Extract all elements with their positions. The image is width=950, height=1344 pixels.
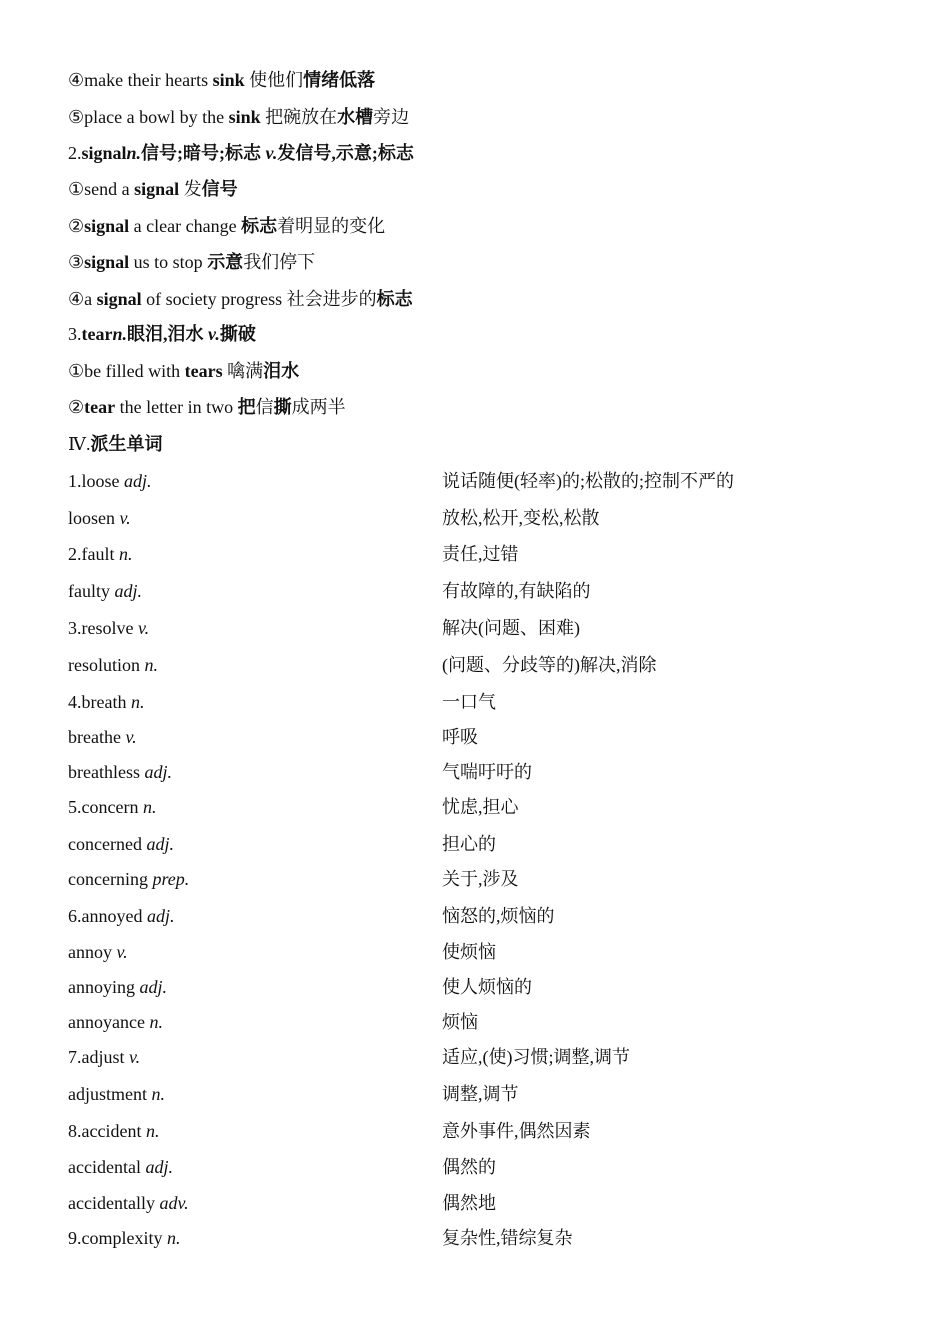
example-text: 发 xyxy=(179,179,202,199)
entry-definition: 信号;暗号;标志 xyxy=(141,143,266,163)
part-of-speech: adj. xyxy=(145,1157,173,1177)
word-text: 8.accident xyxy=(68,1121,146,1141)
part-of-speech: v. xyxy=(119,508,131,528)
example-text: 噙满 xyxy=(222,361,264,381)
part-of-speech: v. xyxy=(129,1047,141,1067)
derivative-meaning: 烦恼 xyxy=(442,1012,478,1032)
derivative-word xyxy=(68,941,128,963)
derivative-meaning: 呼吸 xyxy=(442,727,478,747)
part-of-speech: v. xyxy=(137,618,150,638)
example-signal-1 xyxy=(68,178,238,200)
part-of-speech: n. xyxy=(142,797,157,817)
part-of-speech: adv. xyxy=(159,1193,189,1213)
phrase-translation: 把碗放在 xyxy=(260,107,338,127)
part-of-speech: n. xyxy=(119,544,133,564)
word-text: 5.concern xyxy=(68,797,143,817)
example-text: us to stop xyxy=(129,252,208,272)
derivative-meaning: (问题、分歧等的)解决,消除 xyxy=(442,655,657,675)
entry-pos: v. xyxy=(265,143,278,163)
entry-word: tear xyxy=(81,324,113,344)
derivative-meaning: 偶然的 xyxy=(442,1157,496,1177)
word-text: faulty xyxy=(68,581,115,601)
derivative-word xyxy=(68,726,137,748)
keyword: signal xyxy=(84,252,130,272)
keyword: signal xyxy=(134,179,180,199)
section-numeral: Ⅳ. xyxy=(68,434,91,454)
word-text: annoying xyxy=(68,977,140,997)
derivative-meaning: 使烦恼 xyxy=(442,942,496,962)
word-text: annoy xyxy=(68,942,117,962)
derivative-meaning: 责任,过错 xyxy=(442,544,519,564)
keyword: sink xyxy=(212,70,245,90)
entry-number: 3. xyxy=(68,324,82,344)
word-text: resolution xyxy=(68,655,145,675)
derivative-word xyxy=(68,1083,165,1105)
derivative-word xyxy=(68,905,175,927)
example-text: a clear change xyxy=(129,216,242,236)
derivative-word xyxy=(68,1227,180,1249)
word-text: concerning xyxy=(68,869,153,889)
derivative-meaning: 说话随便(轻率)的;松散的;控制不严的 xyxy=(442,471,734,491)
phrase-translation: 旁边 xyxy=(373,107,410,127)
derivative-word xyxy=(68,470,152,492)
example-text: ①send a xyxy=(68,179,135,199)
word-text: 4.breath xyxy=(68,692,131,712)
example-text: of society progress 社会进步的 xyxy=(141,289,377,309)
part-of-speech: n. xyxy=(145,1121,160,1141)
phrase-sink-4 xyxy=(68,69,375,91)
word-text: 6.annoyed xyxy=(68,906,147,926)
derivative-meaning: 放松,松开,变松,松散 xyxy=(442,508,600,528)
example-emphasis: 标志 xyxy=(376,289,413,309)
keyword: sink xyxy=(228,107,261,127)
derivative-meaning: 使人烦恼的 xyxy=(442,977,532,997)
example-text: 信 xyxy=(255,397,274,417)
part-of-speech: adj. xyxy=(146,834,174,854)
entry-word: signal xyxy=(81,143,127,163)
keyword: signal xyxy=(96,289,142,309)
word-text: 7.adjust xyxy=(68,1047,129,1067)
part-of-speech: v. xyxy=(125,727,137,747)
derivative-word xyxy=(68,580,142,602)
entry-definition: 撕破 xyxy=(219,324,256,344)
entry-pos: n. xyxy=(112,324,127,344)
phrase-translation-emphasis: 水槽 xyxy=(337,107,374,127)
phrase-text: ④make their hearts xyxy=(68,70,213,90)
derivative-word xyxy=(68,1011,163,1033)
part-of-speech: n. xyxy=(130,692,145,712)
derivative-word xyxy=(68,976,167,998)
derivative-word xyxy=(68,761,172,783)
derivative-word xyxy=(68,833,174,855)
part-of-speech: n. xyxy=(149,1012,163,1032)
example-text: ② xyxy=(68,216,85,236)
derivative-word xyxy=(68,654,158,676)
phrase-translation-emphasis: 情绪低落 xyxy=(303,70,376,90)
part-of-speech: prep. xyxy=(152,869,190,889)
derivative-word xyxy=(68,1046,140,1068)
entry-number: 2. xyxy=(68,143,82,163)
keyword: tear xyxy=(84,397,116,417)
derivative-meaning: 解决(问题、困难) xyxy=(442,618,580,638)
derivative-meaning: 一口气 xyxy=(442,692,496,712)
example-emphasis: 信号 xyxy=(201,179,238,199)
derivative-meaning: 偶然地 xyxy=(442,1193,496,1213)
word-text: breathe xyxy=(68,727,126,747)
word-text: loosen xyxy=(68,508,120,528)
part-of-speech: adj. xyxy=(124,471,152,491)
example-text: 着明显的变化 xyxy=(277,216,386,236)
word-text: accidental xyxy=(68,1157,146,1177)
part-of-speech: n. xyxy=(144,655,158,675)
word-text: 3.resolve xyxy=(68,618,138,638)
derivative-meaning: 气喘吁吁的 xyxy=(442,762,532,782)
word-text: adjustment xyxy=(68,1084,152,1104)
part-of-speech: adj. xyxy=(144,762,172,782)
derivative-word xyxy=(68,543,133,565)
example-text: ④a xyxy=(68,289,97,309)
derivative-meaning: 意外事件,偶然因素 xyxy=(442,1121,591,1141)
derivative-meaning: 担心的 xyxy=(442,834,496,854)
part-of-speech: n. xyxy=(151,1084,165,1104)
entry-definition: 发信号,示意;标志 xyxy=(277,143,414,163)
word-text: 1.loose xyxy=(68,471,124,491)
section-title: 派生单词 xyxy=(90,434,163,454)
entry-pos: v. xyxy=(208,324,220,344)
word-text: 9.complexity xyxy=(68,1228,167,1248)
example-emphasis: 把 xyxy=(237,397,256,417)
example-emphasis: 撕 xyxy=(273,397,292,417)
entry-heading-signal xyxy=(68,142,414,164)
example-text: ①be filled with xyxy=(68,361,185,381)
derivative-word xyxy=(68,1120,159,1142)
derivative-meaning: 调整,调节 xyxy=(442,1084,519,1104)
example-text: the letter in two xyxy=(115,397,238,417)
entry-heading-tear xyxy=(68,323,256,345)
phrase-translation: 使他们 xyxy=(244,70,304,90)
word-text: 2.fault xyxy=(68,544,119,564)
example-text: 成两半 xyxy=(291,397,346,417)
example-signal-2 xyxy=(68,215,385,237)
example-text: ② xyxy=(68,397,85,417)
example-signal-3 xyxy=(68,251,315,273)
part-of-speech: adj. xyxy=(146,906,175,926)
example-emphasis: 泪水 xyxy=(263,361,300,381)
example-emphasis: 示意 xyxy=(207,252,244,272)
derivative-meaning: 有故障的,有缺陷的 xyxy=(442,581,591,601)
keyword: signal xyxy=(84,216,130,236)
derivative-word xyxy=(68,868,189,890)
example-tear-2 xyxy=(68,396,346,418)
example-text: 我们停下 xyxy=(243,252,316,272)
example-emphasis: 标志 xyxy=(241,216,278,236)
example-tear-1 xyxy=(68,360,299,382)
word-text: concerned xyxy=(68,834,147,854)
derivative-meaning: 复杂性,错综复杂 xyxy=(442,1228,573,1248)
derivative-word xyxy=(68,617,149,639)
derivative-meaning: 恼怒的,烦恼的 xyxy=(442,906,555,926)
entry-pos: n. xyxy=(126,143,142,163)
part-of-speech: v. xyxy=(116,942,128,962)
word-text: breathless xyxy=(68,762,145,782)
phrase-text: ⑤place a bowl by the xyxy=(68,107,229,127)
derivative-word xyxy=(68,507,131,529)
part-of-speech: adj. xyxy=(139,977,168,997)
derivative-meaning: 适应,(使)习惯;调整,调节 xyxy=(442,1047,630,1067)
word-text: accidentally xyxy=(68,1193,160,1213)
example-signal-4 xyxy=(68,288,413,310)
part-of-speech: adj. xyxy=(114,581,143,601)
derivative-word xyxy=(68,1156,173,1178)
part-of-speech: n. xyxy=(166,1228,181,1248)
derivative-word xyxy=(68,796,156,818)
phrase-sink-5 xyxy=(68,106,409,128)
derivative-word xyxy=(68,1192,189,1214)
derivative-meaning: 关于,涉及 xyxy=(442,869,519,889)
word-text: annoyance xyxy=(68,1012,150,1032)
entry-definition: 眼泪,泪水 xyxy=(127,324,208,344)
example-text: ③ xyxy=(68,252,85,272)
keyword: tears xyxy=(184,361,223,381)
derivative-meaning: 忧虑,担心 xyxy=(442,797,519,817)
section-heading xyxy=(68,433,162,455)
derivative-word xyxy=(68,691,144,713)
